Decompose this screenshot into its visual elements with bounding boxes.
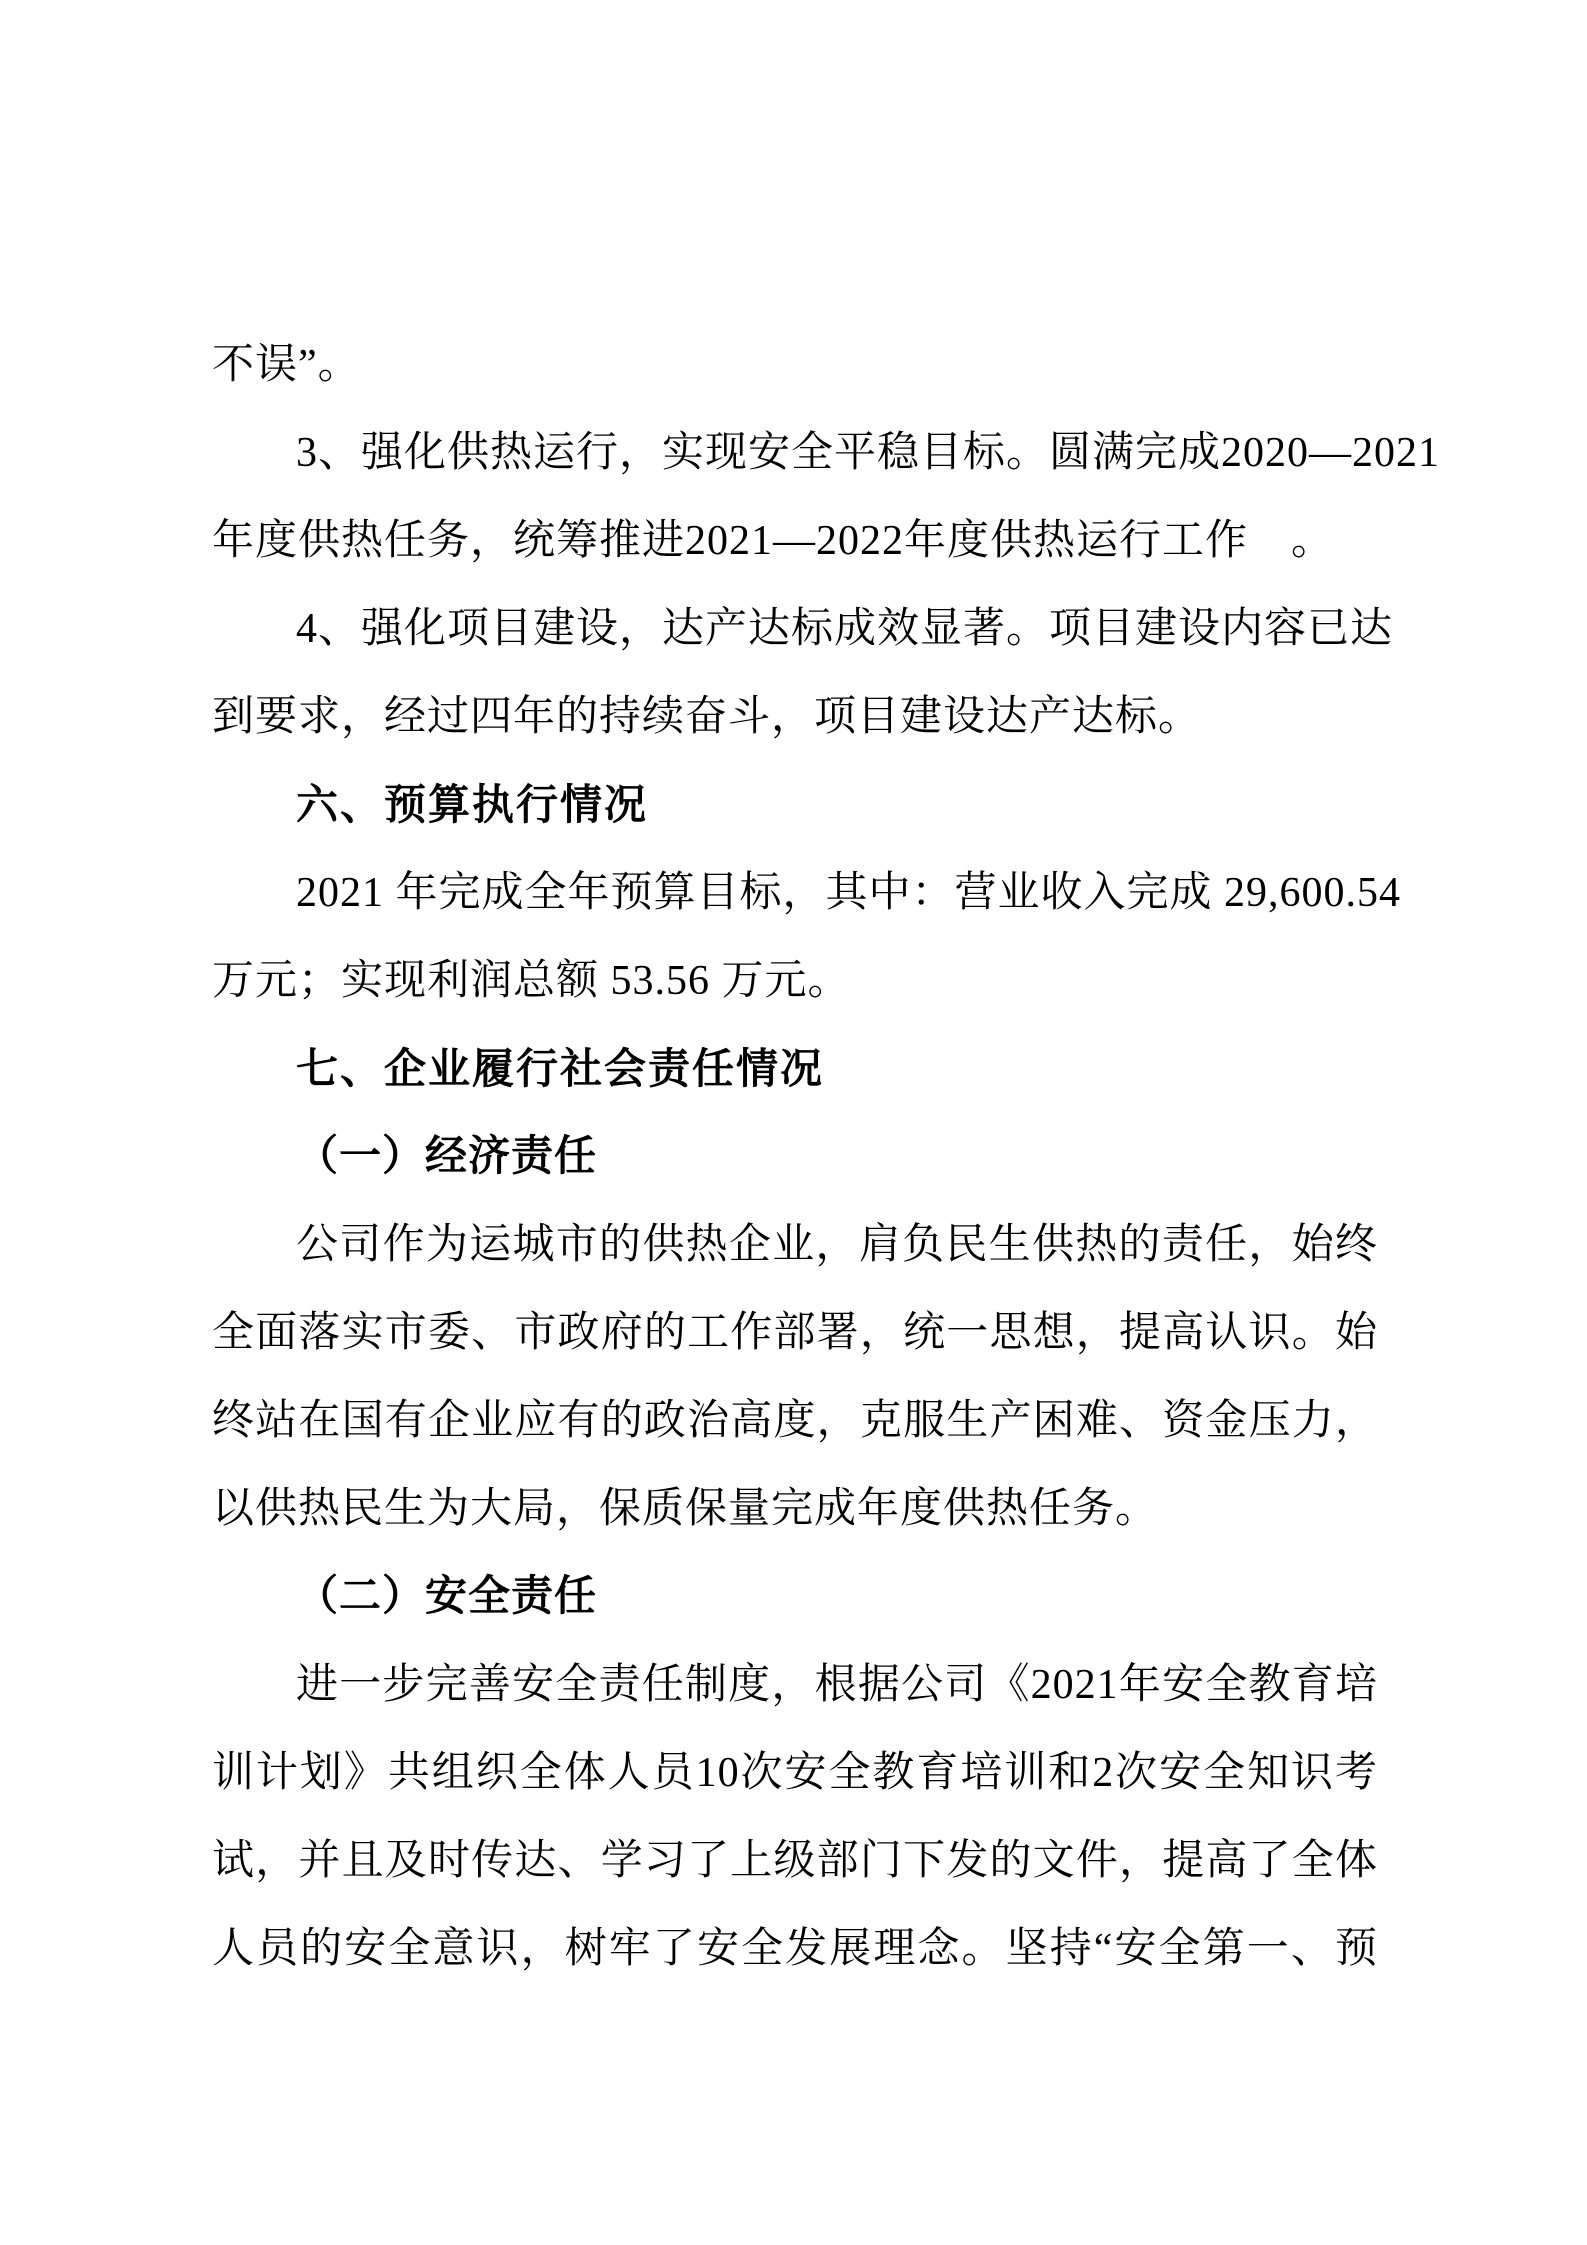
subsection-heading-safety: （二）安全责任 (296, 1574, 598, 1620)
section-heading-budget: 六、预算执行情况 (296, 781, 649, 828)
text-line: 训计划》共组织全体人员10次安全教育培训和2次安全知识考 (212, 1750, 1378, 1796)
text-line: 年度供热任务，统筹推进2021—2022年度供热运行工作 。 (212, 518, 1335, 564)
text-line: 4、强化项目建设，达产达标成效显著。项目建设内容已达 (296, 606, 1394, 652)
text-line: 人员的安全意识，树牢了安全发展理念。坚持“安全第一、预 (212, 1926, 1378, 1972)
text-line: 到要求，经过四年的持续奋斗，项目建设达产达标。 (212, 694, 1202, 740)
paragraph-continuation-line: 不误”。 (212, 342, 361, 388)
text-line: 2021 年完成全年预算目标，其中：营业收入完成 29,600.54 (296, 870, 1402, 916)
text-line: 试，并且及时传达、学习了上级部门下发的文件，提高了全体 (212, 1838, 1378, 1884)
text-line: 以供热民生为大局，保质保量完成年度供热任务。 (212, 1486, 1159, 1532)
text-line: 公司作为运城市的供热企业，肩负民生供热的责任，始终 (296, 1222, 1378, 1268)
text-line: 全面落实市委、市政府的工作部署，统一思想，提高认识。始 (212, 1310, 1378, 1356)
document-content (212, 321, 1441, 1993)
text-line: 3、强化供热运行，实现安全平稳目标。圆满完成2020—2021 (296, 430, 1441, 476)
text-line: 终站在国有企业应有的政治高度，克服生产困难、资金压力， (212, 1398, 1378, 1444)
section-heading-social-responsibility: 七、企业履行社会责任情况 (296, 1045, 825, 1092)
subsection-heading-economic: （一）经济责任 (296, 1134, 598, 1180)
text-line: 进一步完善安全责任制度，根据公司《2021年安全教育培 (296, 1662, 1378, 1708)
text-line: 万元；实现利润总额 53.56 万元。 (212, 958, 851, 1004)
